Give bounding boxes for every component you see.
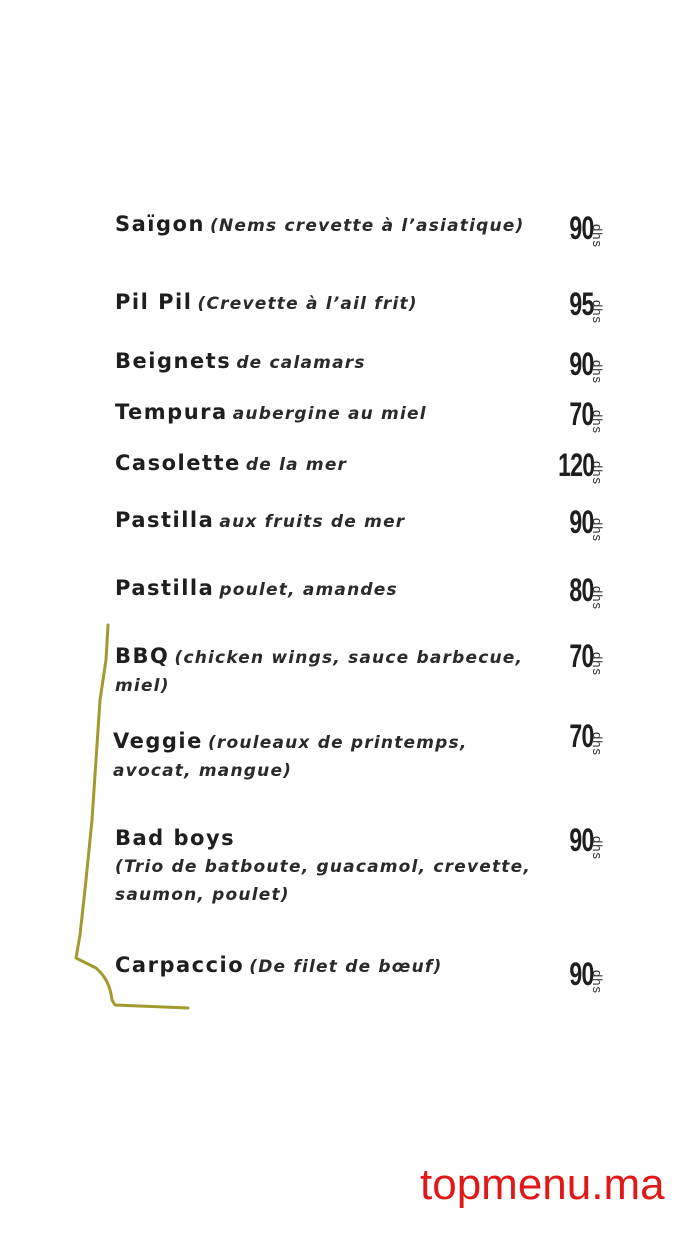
item-name: Veggie <box>113 729 203 753</box>
price-casolette <box>552 447 622 487</box>
price-unit: dhs <box>590 461 605 485</box>
price-unit: dhs <box>590 970 605 994</box>
item-description: aubergine au miel <box>232 404 427 424</box>
item-description: (De filet de bœuf) <box>249 957 443 977</box>
item-description-continued: saumon, poulet) <box>115 885 290 905</box>
item-name: Pil Pil <box>115 290 193 314</box>
menu-item-beignets <box>115 349 545 373</box>
item-description: de la mer <box>245 455 348 475</box>
price-value: 70 <box>569 396 594 432</box>
price-value: 90 <box>569 504 594 540</box>
price-value: 90 <box>569 210 594 246</box>
price-pil-pil <box>552 286 622 326</box>
price-unit: dhs <box>590 836 605 860</box>
item-name: Casolette <box>115 451 241 475</box>
price-unit: dhs <box>590 360 605 384</box>
item-description: (Nems crevette à l’asiatique) <box>210 216 525 236</box>
item-name: BBQ <box>115 644 170 668</box>
item-description-continued: miel) <box>115 676 170 696</box>
price-unit: dhs <box>590 410 605 434</box>
price-carpaccio <box>552 956 622 996</box>
menu-item-tempura <box>115 400 545 424</box>
menu-item-carpaccio <box>115 953 545 977</box>
price-value: 70 <box>569 718 594 754</box>
price-value: 90 <box>569 956 594 992</box>
item-description: aux fruits de mer <box>219 512 406 532</box>
item-description-continued: avocat, mangue) <box>113 761 293 781</box>
price-unit: dhs <box>590 586 605 610</box>
price-value: 80 <box>569 572 594 608</box>
price-pastilla-fruits-de-mer <box>552 504 622 544</box>
price-unit: dhs <box>590 652 605 676</box>
price-unit: dhs <box>590 224 605 248</box>
price-unit: dhs <box>590 300 605 324</box>
item-name: Bad boys <box>115 826 236 850</box>
item-name: Pastilla <box>115 508 215 532</box>
menu-item-saigon <box>115 212 545 236</box>
menu-item-pastilla-fruits-de-mer <box>115 508 545 532</box>
price-value: 90 <box>569 822 594 858</box>
menu-item-veggie <box>113 728 543 785</box>
price-veggie <box>552 718 622 758</box>
price-value: 90 <box>569 346 594 382</box>
price-value: 95 <box>569 286 594 322</box>
item-description: poulet, amandes <box>219 580 398 600</box>
price-bad-boys <box>552 822 622 862</box>
item-description: (chicken wings, sauce barbecue, <box>174 648 524 668</box>
price-value: 120 <box>557 447 594 483</box>
menu-item-casolette <box>115 451 545 475</box>
menu-item-pil-pil <box>115 290 545 314</box>
item-name: Carpaccio <box>115 953 245 977</box>
item-name: Tempura <box>115 400 228 424</box>
item-name: Beignets <box>115 349 232 373</box>
item-description: (Trio de batboute, guacamol, crevette, <box>115 857 532 877</box>
item-description: (rouleaux de printemps, <box>207 733 468 753</box>
price-pastilla-poulet <box>552 572 622 612</box>
menu-item-pastilla-poulet <box>115 576 545 600</box>
price-tempura <box>552 396 622 436</box>
price-beignets <box>552 346 622 386</box>
price-bbq <box>552 638 622 678</box>
price-unit: dhs <box>590 732 605 756</box>
item-description: de calamars <box>236 353 366 373</box>
price-saigon <box>552 210 622 250</box>
watermark-topmenu: topmenu.ma <box>420 1160 665 1209</box>
item-name: Saïgon <box>115 212 205 236</box>
item-description: (Crevette à l’ail frit) <box>197 294 418 314</box>
price-unit: dhs <box>590 518 605 542</box>
item-name: Pastilla <box>115 576 215 600</box>
price-value: 70 <box>569 638 594 674</box>
menu-item-bad-boys <box>115 825 545 909</box>
menu-item-bbq <box>115 643 545 700</box>
